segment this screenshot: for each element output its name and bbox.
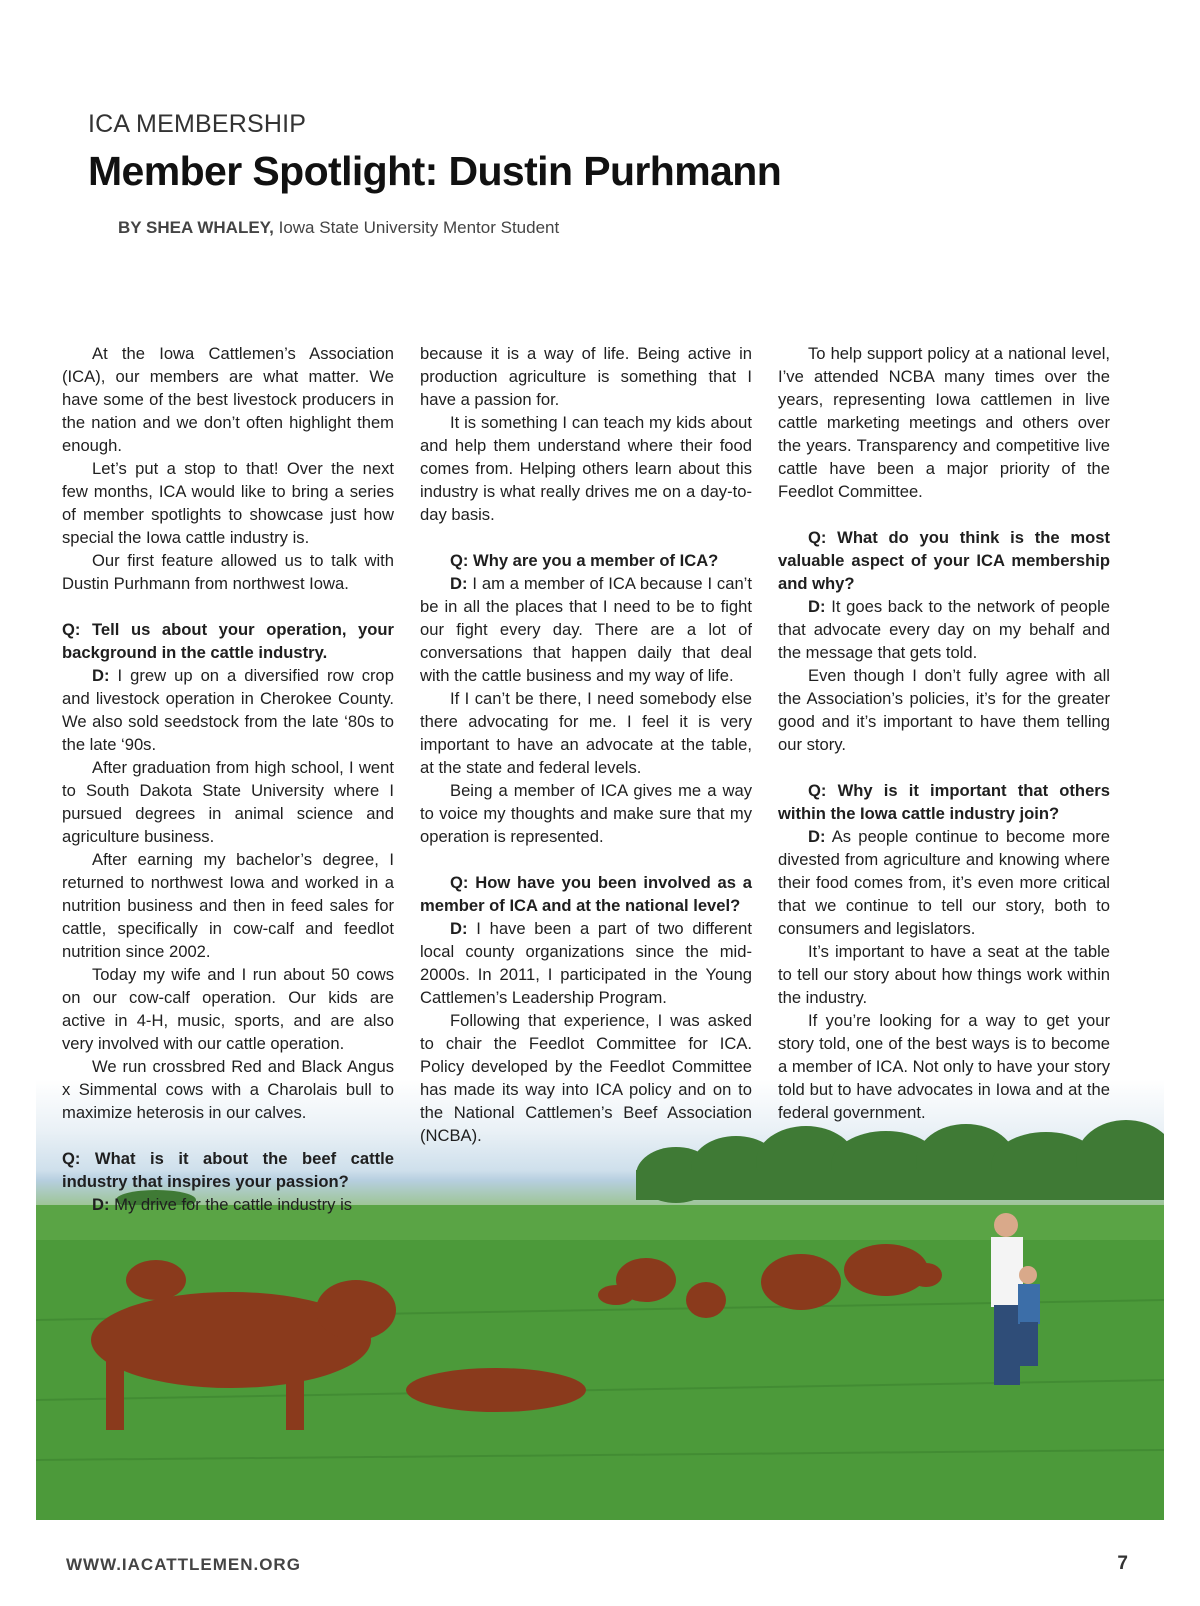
- answer: [62, 664, 394, 756]
- paragraph: After earning my bachelor’s degree, I returned to northwest Iowa and worked in a nutrition business and then in feed sales for cattle, specifically in cow-calf and feedlot nutrition since 2002.: [62, 850, 394, 961]
- paragraph: If you’re looking for a way to get your story told, one of the best ways is to become a member of ICA. Not only to have your story told but to have advocates in Iowa and at the federal government.: [778, 1011, 1111, 1122]
- answer-text: I am a member of ICA because I can’t be in all the places that I need to be to fight our fight every day. There are a lot of conversations that happen daily that deal with the cattle business and my way of life.: [420, 574, 752, 685]
- answer-text: I grew up on a diversified row crop and livestock operation in Cherokee County. We also sold seedstock from the late ‘80s to the late ‘90s.: [62, 666, 394, 754]
- paragraph: After graduation from high school, I went to South Dakota State University where I pursued degrees in animal science and agriculture business.: [62, 758, 394, 846]
- question: Q: Why is it important that others within the Iowa cattle industry join?: [778, 781, 1110, 823]
- paragraph: Being a member of ICA gives me a way to voice my thoughts and make sure that my operation is represented.: [420, 781, 752, 846]
- answer: [420, 917, 752, 1009]
- question: Q: How have you been involved as a member of ICA and at the national level?: [420, 873, 752, 915]
- section-label: ICA MEMBERSHIP: [88, 110, 307, 138]
- answer: [420, 572, 752, 687]
- answer: [778, 595, 1110, 664]
- answer-text: As people continue to become more divested from agriculture and knowing where their food comes from, it’s even more critical that we continue to tell our story, both to consumers and legislators.: [778, 827, 1110, 938]
- page-number: 7: [1117, 1553, 1128, 1574]
- paragraph: Following that experience, I was asked to chair the Feedlot Committee for ICA. Policy developed by the Feedlot Committee has made its way into ICA policy and on to the National Cattlemen’s Beef Association (NCBA).: [420, 1011, 752, 1145]
- article-column-2: [420, 342, 752, 1147]
- paragraph: Today my wife and I run about 50 cows on our cow-calf operation. Our kids are active in 4-H, music, sports, and are also very involved with our cattle operation.: [62, 965, 394, 1053]
- paragraph: It is something I can teach my kids about and help them understand where their food comes from. Helping others learn about this industry is what really drives me on a day-to-day basis.: [420, 413, 752, 524]
- answer: [62, 1193, 394, 1216]
- question: Q: Why are you a member of ICA?: [450, 551, 719, 570]
- paragraph: Let’s put a stop to that! Over the next few months, ICA would like to bring a series of member spotlights to showcase just how special the Iowa cattle industry is.: [62, 459, 394, 547]
- byline: [118, 218, 559, 238]
- answer: [778, 825, 1110, 940]
- byline-role: Iowa State University Mentor Student: [278, 218, 560, 237]
- article-column-3: [778, 342, 1110, 1124]
- answer-text: My drive for the cattle industry is: [114, 1195, 353, 1214]
- footer-website-link[interactable]: WWW.IACATTLEMEN.ORG: [66, 1555, 301, 1574]
- answer-label: D:: [808, 827, 826, 846]
- paragraph: Even though I don’t fully agree with all the Association’s policies, it’s for the greater good and it’s important to have them telling our story.: [778, 666, 1110, 754]
- paragraph: Our first feature allowed us to talk with Dustin Purhmann from northwest Iowa.: [62, 551, 394, 593]
- answer-label: D:: [450, 919, 468, 938]
- answer-label: D:: [450, 574, 468, 593]
- paragraph: It’s important to have a seat at the table to tell our story about how things work within the industry.: [778, 942, 1110, 1007]
- article-column-1: [62, 342, 394, 1216]
- paragraph: because it is a way of life. Being active in production agriculture is something that I have a passion for.: [420, 344, 752, 409]
- paragraph: If I can’t be there, I need somebody else there advocating for me. I feel it is very important to have an advocate at the table, at the state and federal levels.: [420, 689, 752, 777]
- answer-label: D:: [808, 597, 826, 616]
- question: Q: What is it about the beef cattle industry that inspires your passion?: [62, 1149, 394, 1191]
- answer-text: It goes back to the network of people that advocate every day on my behalf and the message that gets told.: [778, 597, 1110, 662]
- question: Q: Tell us about your operation, your background in the cattle industry.: [62, 620, 394, 662]
- byline-author: BY SHEA WHALEY,: [118, 218, 274, 237]
- answer-label: D:: [92, 666, 110, 685]
- paragraph: We run crossbred Red and Black Angus x Simmental cows with a Charolais bull to maximize heterosis in our calves.: [62, 1057, 394, 1122]
- paragraph: To help support policy at a national level, I’ve attended NCBA many times over the years, representing Iowa cattlemen in live cattle marketing meetings and others over the years. Transparency and competitive live cattle have been a major priority of the Feedlot Committee.: [778, 344, 1110, 501]
- answer-text: I have been a part of two different local county organizations since the mid-2000s. In 2011, I participated in the Young Cattlemen’s Leadership Program.: [420, 919, 752, 1007]
- article-title: Member Spotlight: Dustin Purhmann: [88, 148, 782, 194]
- answer-label: D:: [92, 1195, 110, 1214]
- paragraph: At the Iowa Cattlemen’s Association (ICA), our members are what matter. We have some of the best livestock producers in the nation and we don’t often highlight them enough.: [62, 344, 394, 455]
- question: Q: What do you think is the most valuable aspect of your ICA membership and why?: [778, 528, 1110, 593]
